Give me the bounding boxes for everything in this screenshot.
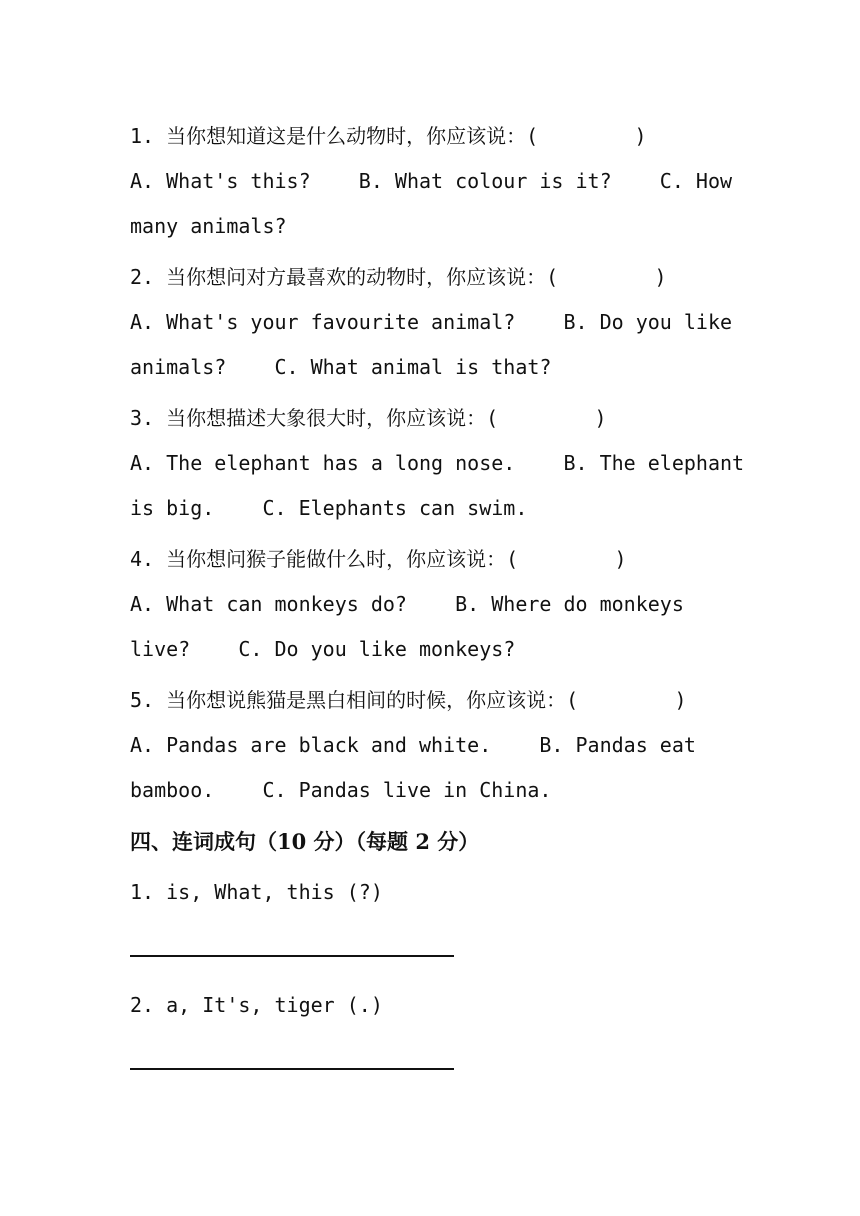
question-options: A. What's this? B. What colour is it? C. How	[130, 169, 733, 193]
question-options: A. What's your favourite animal? B. Do you like	[130, 310, 733, 334]
sentence-item-1: 1. is, What, this (?)	[130, 880, 383, 904]
question-5	[130, 678, 740, 813]
answer-line-1[interactable]	[130, 955, 454, 957]
question-options: A. Pandas are black and white. B. Pandas eat	[130, 733, 696, 757]
question-3	[130, 396, 745, 531]
question-options: A. The elephant has a long nose. B. The elephant	[130, 451, 745, 475]
question-stem: 5. 当你想说熊猫是黑白相间的时候，你应该说：( )	[130, 688, 687, 712]
question-options-continued: bamboo. C. Pandas live in China.	[130, 778, 552, 802]
question-options: A. What can monkeys do? B. Where do monkeys	[130, 592, 684, 616]
question-4	[130, 537, 740, 672]
question-stem: 3. 当你想描述大象很大时，你应该说：( )	[130, 406, 607, 430]
section-title: 四、连词成句（10 分）（每题 2 分）	[130, 829, 480, 854]
question-stem: 1. 当你想知道这是什么动物时，你应该说：( )	[130, 124, 647, 148]
question-options-continued: live? C. Do you like monkeys?	[130, 637, 516, 661]
worksheet-page	[130, 108, 745, 1096]
sentence-item-2: 2. a, It's, tiger (.)	[130, 993, 383, 1017]
question-stem: 2. 当你想问对方最喜欢的动物时，你应该说：( )	[130, 265, 667, 289]
question-options-continued: many animals?	[130, 214, 287, 238]
question-options-continued: is big. C. Elephants can swim.	[130, 496, 528, 520]
question-stem: 4. 当你想问猴子能做什么时，你应该说：( )	[130, 547, 627, 571]
question-2	[130, 255, 740, 390]
question-options-continued: animals? C. What animal is that?	[130, 355, 552, 379]
question-1	[130, 114, 740, 249]
answer-line-2[interactable]	[130, 1068, 454, 1070]
